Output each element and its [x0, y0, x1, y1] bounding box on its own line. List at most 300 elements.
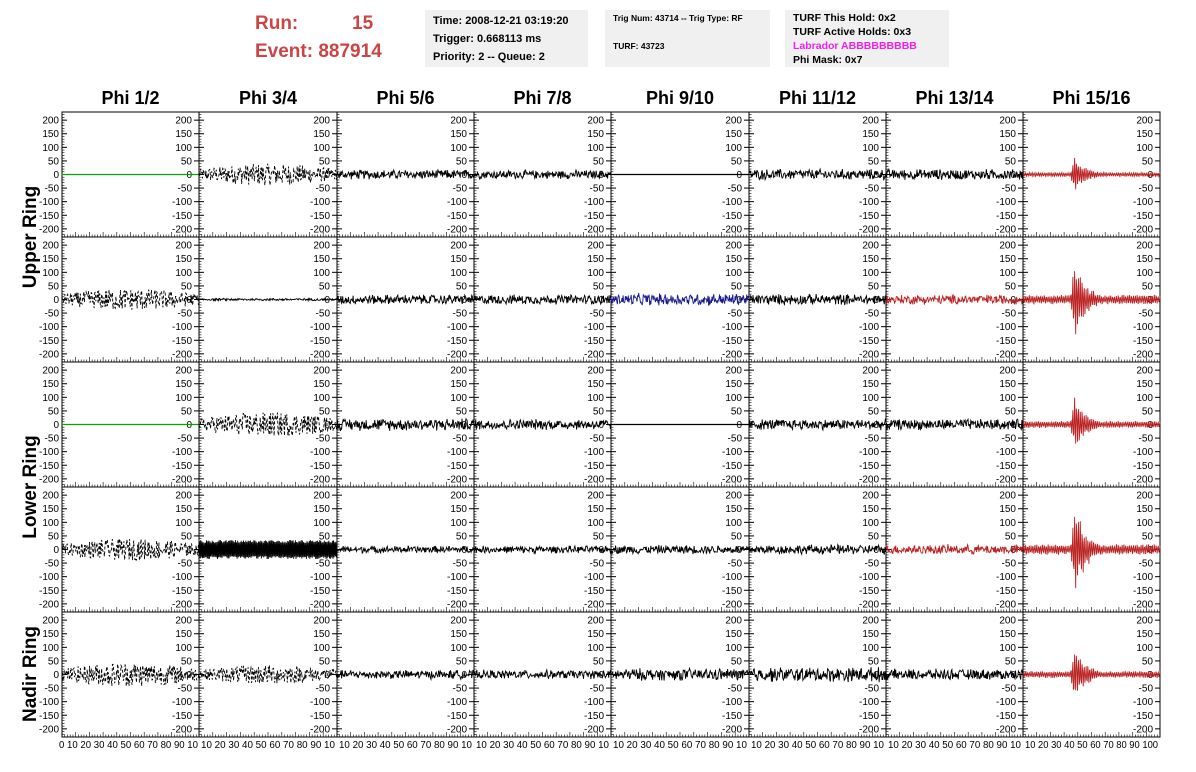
- y-tick-label: 50: [1141, 656, 1153, 668]
- y-tick-label: -150: [309, 460, 330, 472]
- event-value: 887914: [318, 41, 382, 62]
- waveform-trace: [474, 295, 611, 305]
- y-tick-label: 0: [1147, 420, 1153, 431]
- y-tick-label: 100: [587, 517, 604, 529]
- y-tick-label: 200: [175, 490, 192, 502]
- y-tick-label: -50: [1138, 683, 1153, 695]
- y-tick-label: 150: [725, 129, 742, 141]
- y-tick-label: -150: [721, 335, 742, 347]
- y-tick-label: 150: [725, 254, 742, 266]
- y-tick-label: -200: [1132, 224, 1153, 236]
- y-tick-label: -50: [452, 683, 467, 695]
- y-tick-label: 0: [736, 295, 742, 306]
- y-tick-label: 0: [186, 670, 192, 681]
- y-tick-label: 100: [313, 642, 330, 654]
- y-tick-label: -100: [721, 322, 742, 334]
- y-tick-label: 0: [186, 295, 192, 306]
- y-tick-label: 100: [999, 642, 1016, 654]
- y-tick-label: 150: [313, 379, 330, 391]
- y-tick-label: 50: [1004, 281, 1016, 293]
- y-tick-label: -100: [583, 697, 604, 709]
- y-tick-label: -100: [309, 197, 330, 209]
- y-tick-label: 0: [53, 670, 59, 681]
- y-tick-label: -100: [1132, 322, 1153, 334]
- y-tick-label: -150: [1132, 585, 1153, 597]
- y-tick-label: 50: [318, 656, 330, 668]
- y-tick-label: -150: [38, 335, 59, 347]
- y-tick-label: 200: [313, 615, 330, 627]
- y-tick-label: 150: [725, 379, 742, 391]
- y-tick-label: -50: [177, 683, 192, 695]
- y-tick-label: 100: [999, 267, 1016, 279]
- y-tick-label: 0: [1010, 420, 1016, 431]
- y-tick-label: -100: [583, 447, 604, 459]
- y-tick-label: -150: [858, 585, 879, 597]
- y-tick-label: -200: [995, 349, 1016, 361]
- y-tick-label: 50: [47, 156, 59, 168]
- y-tick-label: 150: [999, 629, 1016, 641]
- y-tick-label: -100: [721, 572, 742, 584]
- y-tick-label: -150: [995, 335, 1016, 347]
- y-tick-label: -100: [309, 447, 330, 459]
- y-tick-label: -50: [864, 433, 879, 445]
- y-tick-label: 100: [42, 267, 59, 279]
- y-tick-label: -150: [38, 585, 59, 597]
- y-tick-label: 100: [42, 142, 59, 154]
- y-tick-label: -50: [1001, 308, 1016, 320]
- y-tick-label: 100: [175, 517, 192, 529]
- waveform-trace: [337, 169, 474, 179]
- y-tick-label: 50: [180, 281, 192, 293]
- y-tick-label: 150: [862, 254, 879, 266]
- y-tick-label: 100: [1136, 392, 1153, 404]
- y-tick-label: -100: [309, 697, 330, 709]
- y-tick-label: -150: [858, 335, 879, 347]
- y-tick-label: 50: [730, 281, 742, 293]
- y-tick-label: -100: [995, 447, 1016, 459]
- y-tick-label: 100: [313, 267, 330, 279]
- y-tick-label: 50: [455, 281, 467, 293]
- y-tick-label: 50: [1141, 406, 1153, 418]
- y-tick-label: 150: [313, 504, 330, 516]
- y-tick-label: 100: [725, 517, 742, 529]
- y-tick-label: -50: [589, 433, 604, 445]
- y-tick-label: 0: [186, 420, 192, 431]
- y-tick-label: 150: [42, 504, 59, 516]
- y-tick-label: 100: [42, 642, 59, 654]
- y-tick-label: -200: [583, 474, 604, 486]
- y-tick-label: -200: [858, 474, 879, 486]
- y-tick-label: 150: [450, 254, 467, 266]
- waveform-trace: [611, 293, 749, 306]
- y-tick-label: -100: [583, 197, 604, 209]
- y-tick-label: 200: [313, 365, 330, 377]
- y-tick-label: 150: [587, 129, 604, 141]
- y-tick-label: 0: [1010, 670, 1016, 681]
- y-tick-label: 150: [175, 129, 192, 141]
- y-tick-label: -150: [721, 460, 742, 472]
- waveform-trace: [474, 670, 611, 679]
- y-tick-label: -150: [446, 585, 467, 597]
- y-tick-label: -100: [446, 197, 467, 209]
- y-tick-label: 200: [450, 490, 467, 502]
- y-tick-label: 200: [862, 615, 879, 627]
- y-tick-label: -150: [38, 210, 59, 222]
- y-tick-label: 200: [450, 615, 467, 627]
- y-tick-label: 150: [450, 379, 467, 391]
- y-tick-label: -100: [858, 447, 879, 459]
- y-tick-label: -200: [171, 724, 192, 736]
- y-tick-label: 150: [999, 504, 1016, 516]
- y-tick-label: 150: [587, 504, 604, 516]
- y-tick-label: -200: [583, 349, 604, 361]
- y-tick-label: -150: [446, 210, 467, 222]
- y-tick-label: 0: [53, 295, 59, 306]
- y-tick-label: 100: [587, 392, 604, 404]
- y-tick-label: -50: [727, 683, 742, 695]
- y-tick-label: 150: [450, 629, 467, 641]
- y-tick-label: -50: [589, 558, 604, 570]
- y-tick-label: 0: [873, 420, 879, 431]
- y-tick-label: 200: [1136, 615, 1153, 627]
- y-tick-label: -150: [446, 335, 467, 347]
- y-tick-label: 0: [736, 420, 742, 431]
- row-label: Nadir Ring: [20, 625, 41, 723]
- y-tick-label: 50: [47, 281, 59, 293]
- y-tick-label: -100: [1132, 197, 1153, 209]
- y-tick-label: 200: [450, 365, 467, 377]
- y-tick-label: 0: [598, 295, 604, 306]
- waveform-trace: [474, 170, 611, 179]
- waveform-trace: [611, 668, 749, 681]
- y-tick-label: -50: [1001, 683, 1016, 695]
- y-tick-label: -200: [1132, 724, 1153, 736]
- y-tick-label: -150: [995, 710, 1016, 722]
- y-tick-label: 50: [730, 406, 742, 418]
- y-tick-label: -100: [309, 322, 330, 334]
- y-tick-label: 100: [313, 392, 330, 404]
- y-tick-label: -100: [858, 572, 879, 584]
- waveform-trace: [886, 295, 1023, 305]
- y-tick-label: 150: [862, 629, 879, 641]
- time-text: Time: 2008-12-21 03:19:20: [433, 15, 569, 27]
- y-tick-label: 150: [862, 129, 879, 141]
- y-tick-label: -50: [1138, 433, 1153, 445]
- y-tick-label: -150: [583, 460, 604, 472]
- y-tick-label: 100: [175, 267, 192, 279]
- y-tick-label: 150: [175, 379, 192, 391]
- y-tick-label: 50: [47, 406, 59, 418]
- y-tick-label: 0: [873, 545, 879, 556]
- y-tick-label: 0: [1147, 170, 1153, 181]
- y-tick-label: -150: [1132, 210, 1153, 222]
- y-tick-label: -100: [171, 447, 192, 459]
- y-tick-label: 50: [180, 656, 192, 668]
- y-tick-label: -200: [858, 349, 879, 361]
- y-tick-label: 0: [53, 170, 59, 181]
- column-title: Phi 9/10: [645, 88, 715, 108]
- y-tick-label: 50: [867, 281, 879, 293]
- y-tick-label: 100: [862, 392, 879, 404]
- y-tick-label: 50: [592, 656, 604, 668]
- y-tick-label: 200: [42, 240, 59, 252]
- y-tick-label: 200: [587, 615, 604, 627]
- y-tick-label: 200: [587, 240, 604, 252]
- y-tick-label: 150: [587, 254, 604, 266]
- y-tick-label: 100: [450, 517, 467, 529]
- y-tick-label: -150: [995, 460, 1016, 472]
- y-tick-label: 200: [725, 240, 742, 252]
- y-tick-label: -200: [446, 474, 467, 486]
- y-tick-label: -150: [721, 210, 742, 222]
- y-tick-label: -100: [171, 197, 192, 209]
- y-tick-label: -150: [309, 585, 330, 597]
- y-tick-label: -200: [38, 724, 59, 736]
- y-tick-label: -50: [44, 183, 59, 195]
- y-tick-label: 50: [318, 531, 330, 543]
- y-tick-label: -150: [171, 710, 192, 722]
- y-tick-label: 150: [42, 254, 59, 266]
- y-tick-label: 0: [461, 545, 467, 556]
- row-label: Lower Ring: [20, 435, 41, 539]
- y-tick-label: 0: [461, 670, 467, 681]
- y-tick-label: 50: [318, 156, 330, 168]
- y-tick-label: -50: [864, 308, 879, 320]
- y-tick-label: -100: [38, 697, 59, 709]
- y-tick-label: 100: [1136, 267, 1153, 279]
- y-tick-label: 50: [455, 531, 467, 543]
- y-tick-label: 150: [175, 254, 192, 266]
- y-tick-label: -200: [721, 599, 742, 611]
- y-tick-label: -200: [721, 474, 742, 486]
- y-tick-label: 50: [730, 656, 742, 668]
- y-tick-label: -200: [171, 224, 192, 236]
- y-tick-label: -100: [858, 697, 879, 709]
- y-tick-label: 100: [725, 142, 742, 154]
- y-tick-label: 150: [1136, 379, 1153, 391]
- y-tick-label: 200: [42, 615, 59, 627]
- trigger-text: Trigger: 0.668113 ms: [433, 33, 542, 45]
- y-tick-label: 150: [175, 629, 192, 641]
- y-tick-label: 100: [725, 267, 742, 279]
- y-tick-label: -100: [858, 322, 879, 334]
- y-tick-label: 50: [455, 156, 467, 168]
- y-tick-label: -100: [858, 197, 879, 209]
- waveform-trace: [886, 544, 1023, 554]
- y-tick-label: -200: [446, 724, 467, 736]
- y-tick-label: -200: [583, 724, 604, 736]
- y-tick-label: 50: [455, 406, 467, 418]
- column-title: Phi 15/16: [1052, 88, 1131, 108]
- turf-hold-text: TURF This Hold: 0x2: [793, 12, 896, 24]
- column-title: Phi 3/4: [238, 88, 298, 108]
- y-tick-label: 100: [1136, 142, 1153, 154]
- y-tick-label: -200: [171, 349, 192, 361]
- y-tick-label: 50: [867, 531, 879, 543]
- waveform-trace: [199, 164, 337, 186]
- y-tick-label: 50: [318, 406, 330, 418]
- y-tick-label: -50: [44, 308, 59, 320]
- y-tick-label: 50: [47, 531, 59, 543]
- y-tick-label: 100: [725, 642, 742, 654]
- y-tick-label: 100: [42, 392, 59, 404]
- y-tick-label: -50: [1001, 433, 1016, 445]
- y-tick-label: -100: [995, 697, 1016, 709]
- y-tick-label: -150: [1132, 460, 1153, 472]
- y-tick-label: 100: [862, 642, 879, 654]
- y-tick-label: 100: [42, 517, 59, 529]
- y-tick-label: 200: [1136, 490, 1153, 502]
- y-tick-label: -200: [995, 474, 1016, 486]
- y-tick-label: 150: [999, 254, 1016, 266]
- y-tick-label: 50: [730, 156, 742, 168]
- y-tick-label: 200: [725, 365, 742, 377]
- waveform-trace: [749, 667, 886, 682]
- y-tick-label: -150: [309, 210, 330, 222]
- y-tick-label: 200: [999, 490, 1016, 502]
- y-tick-label: -50: [44, 683, 59, 695]
- y-tick-label: -200: [171, 474, 192, 486]
- y-tick-label: 150: [587, 629, 604, 641]
- y-tick-label: -200: [309, 474, 330, 486]
- y-tick-label: -50: [1138, 558, 1153, 570]
- y-tick-label: -150: [171, 585, 192, 597]
- y-tick-label: 200: [1136, 115, 1153, 127]
- waveform-trace: [337, 670, 474, 679]
- waveform-trace: [62, 290, 199, 310]
- y-tick-label: 50: [47, 656, 59, 668]
- y-tick-label: 50: [1004, 656, 1016, 668]
- y-tick-label: 200: [862, 490, 879, 502]
- y-tick-label: 100: [450, 267, 467, 279]
- y-tick-label: 150: [42, 629, 59, 641]
- y-tick-label: 50: [1004, 156, 1016, 168]
- y-tick-label: -200: [38, 349, 59, 361]
- y-tick-label: -50: [177, 433, 192, 445]
- y-tick-label: 0: [1147, 670, 1153, 681]
- y-tick-label: 200: [175, 115, 192, 127]
- y-tick-label: 100: [862, 142, 879, 154]
- column-title: Phi 7/8: [513, 88, 572, 108]
- y-tick-label: -100: [583, 322, 604, 334]
- y-tick-label: 100: [1136, 517, 1153, 529]
- y-tick-label: 50: [867, 156, 879, 168]
- y-tick-label: 0: [324, 670, 330, 681]
- y-tick-label: 150: [42, 379, 59, 391]
- y-tick-label: 100: [313, 517, 330, 529]
- y-tick-label: -100: [721, 697, 742, 709]
- y-tick-label: 200: [999, 615, 1016, 627]
- y-tick-label: 200: [587, 365, 604, 377]
- y-tick-label: 0: [324, 545, 330, 556]
- y-tick-label: -150: [1132, 335, 1153, 347]
- y-tick-label: 150: [450, 129, 467, 141]
- y-tick-label: -100: [995, 197, 1016, 209]
- y-tick-label: -150: [446, 460, 467, 472]
- y-tick-label: 200: [450, 240, 467, 252]
- y-tick-label: 0: [324, 295, 330, 306]
- y-tick-label: 0: [1147, 295, 1153, 306]
- y-tick-label: 100: [450, 642, 467, 654]
- y-tick-label: -50: [177, 558, 192, 570]
- y-tick-label: 150: [999, 129, 1016, 141]
- y-tick-label: 100: [175, 142, 192, 154]
- y-tick-label: -100: [721, 197, 742, 209]
- y-tick-label: -150: [858, 210, 879, 222]
- y-tick-label: 150: [313, 129, 330, 141]
- y-tick-label: -200: [446, 224, 467, 236]
- y-tick-label: 150: [175, 504, 192, 516]
- waveform-trace: [474, 419, 611, 430]
- y-tick-label: 0: [53, 420, 59, 431]
- y-tick-label: -150: [309, 335, 330, 347]
- y-tick-label: 50: [1141, 156, 1153, 168]
- y-tick-label: -100: [1132, 447, 1153, 459]
- y-tick-label: -150: [858, 710, 879, 722]
- y-tick-label: 150: [313, 629, 330, 641]
- y-tick-label: 150: [587, 379, 604, 391]
- waveform-trace: [886, 419, 1023, 430]
- y-tick-label: 200: [175, 240, 192, 252]
- y-tick-label: 100: [725, 392, 742, 404]
- y-tick-label: 100: [999, 392, 1016, 404]
- y-tick-label: 50: [180, 531, 192, 543]
- y-tick-label: 200: [862, 365, 879, 377]
- y-tick-label: -50: [177, 308, 192, 320]
- y-tick-label: -150: [171, 460, 192, 472]
- y-tick-label: -100: [309, 572, 330, 584]
- y-tick-label: -50: [315, 558, 330, 570]
- y-tick-label: 0: [736, 545, 742, 556]
- waveform-trace: [749, 419, 886, 431]
- y-tick-label: 100: [587, 267, 604, 279]
- y-tick-label: 200: [1136, 240, 1153, 252]
- y-tick-label: 200: [862, 240, 879, 252]
- y-tick-label: -50: [864, 558, 879, 570]
- y-tick-label: 0: [598, 420, 604, 431]
- y-tick-label: 100: [313, 142, 330, 154]
- y-tick-label: 200: [999, 240, 1016, 252]
- y-tick-label: 150: [725, 504, 742, 516]
- y-tick-label: -100: [38, 572, 59, 584]
- y-tick-label: -200: [446, 349, 467, 361]
- y-tick-label: 0: [736, 170, 742, 181]
- y-tick-label: 200: [313, 240, 330, 252]
- y-tick-label: -50: [452, 433, 467, 445]
- y-tick-label: 0: [461, 295, 467, 306]
- y-tick-label: -200: [171, 599, 192, 611]
- y-tick-label: 100: [999, 142, 1016, 154]
- column-title: Phi 13/14: [915, 88, 994, 108]
- waveform-trace: [62, 539, 199, 561]
- labrador-text: Labrador ABBBBBBBBB: [793, 40, 917, 52]
- y-tick-label: 0: [1010, 170, 1016, 181]
- y-tick-label: -50: [177, 183, 192, 195]
- y-tick-label: -100: [38, 447, 59, 459]
- y-tick-label: -200: [995, 724, 1016, 736]
- waveform-trace: [199, 540, 337, 559]
- column-title: Phi 5/6: [376, 88, 435, 108]
- y-tick-label: 0: [461, 420, 467, 431]
- y-tick-label: 0: [461, 170, 467, 181]
- y-tick-label: 150: [1136, 504, 1153, 516]
- row-label: Upper Ring: [20, 185, 41, 289]
- y-tick-label: -150: [995, 210, 1016, 222]
- waveform-trace: [611, 545, 749, 554]
- y-tick-label: 0: [324, 170, 330, 181]
- y-tick-label: -100: [38, 197, 59, 209]
- priority-text: Priority: 2 -- Queue: 2: [433, 51, 545, 63]
